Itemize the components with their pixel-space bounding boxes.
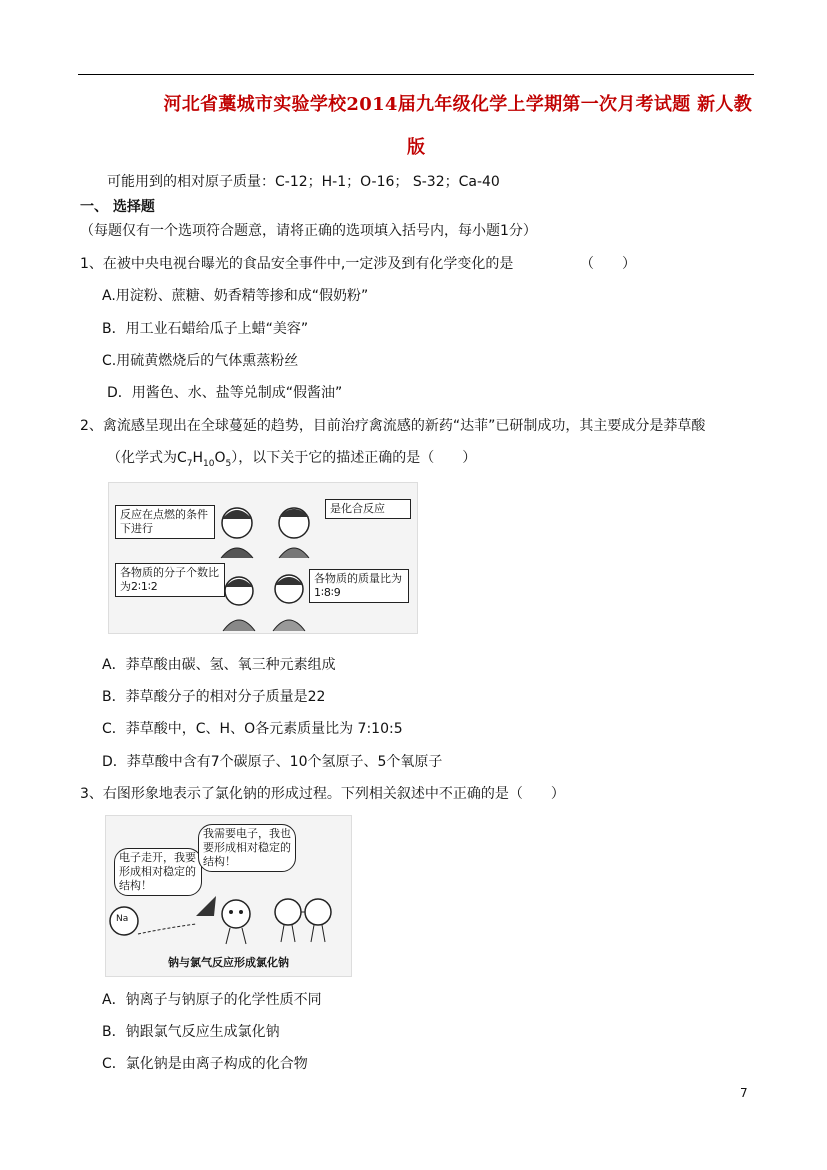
formula-h: H	[192, 450, 204, 466]
question-3-stem: 3、右图形象地表示了氯化钠的形成过程。下列相关叙述中不正确的是（ ）	[80, 786, 565, 802]
thought-bubble-sodium: 电子走开，我要形成相对稳定的结构！	[114, 848, 202, 896]
question-2-stem-line2	[107, 447, 476, 469]
question-2-stem: 2、禽流感呈现出在全球蔓延的趋势，目前治疗禽流感的新药“达菲”已研制成功，其主要成分是莽草酸	[80, 418, 706, 434]
question-1-option-a: A.用淀粉、蔗糖、奶香精等掺和成“假奶粉”	[102, 288, 369, 304]
question-2-option-a: A．莽草酸由碳、氢、氧三种元素组成	[102, 657, 336, 673]
question-3-option-a: A．钠离子与钠原子的化学性质不同	[102, 992, 322, 1008]
question-3-option-b: B．钠跟氯气反应生成氯化钠	[102, 1024, 280, 1040]
atomic-masses: 可能用到的相对原子质量：C-12；H-1；O-16； S-32；Ca-40	[107, 174, 500, 190]
sodium-label: Na	[116, 914, 129, 924]
formula-prefix: （化学式为	[107, 450, 177, 466]
question-2-option-d: D．莽草酸中含有7个碳原子、10个氢原子、5个氧原子	[102, 754, 443, 770]
formula-c: C	[177, 450, 187, 466]
question-2-option-b: B．莽草酸分子的相对分子质量是22	[102, 689, 326, 705]
formula-c-count: 7	[186, 458, 193, 469]
question-1-option-b: B．用工业石蜡给瓜子上蜡“美容”	[102, 321, 309, 337]
question-1-stem: 1、在被中央电视台曝光的食品安全事件中,一定涉及到有化学变化的是	[80, 256, 514, 272]
question-1-answer-blank[interactable]: （ ）	[580, 256, 636, 272]
question-3-figure	[105, 815, 352, 977]
speech-bubble-1: 反应在点燃的条件下进行	[115, 505, 215, 539]
thought-bubble-chlorine: 我需要电子，我也要形成相对稳定的结构！	[198, 824, 296, 872]
speech-bubble-3: 各物质的分子个数比为2∶1∶2	[115, 563, 225, 597]
formula-suffix: ），以下关于它的描述正确的是（ ）	[231, 450, 477, 466]
question-1-option-c: C.用硫黄燃烧后的气体熏蒸粉丝	[102, 353, 299, 369]
section-heading: 一、 选择题	[80, 199, 155, 215]
question-3-option-c: C．氯化钠是由离子构成的化合物	[102, 1056, 308, 1072]
speech-bubble-2: 是化合反应	[325, 499, 411, 519]
formula-o-count: 5	[225, 458, 232, 469]
document-title-line1: 河北省藁城市实验学校2014届九年级化学上学期第一次月考试题 新人教	[163, 94, 752, 115]
figure-caption: 钠与氯气反应形成氯化钠	[168, 956, 289, 969]
question-2-figure	[108, 482, 418, 634]
question-1-option-d: D．用酱色、水、盐等兑制成“假酱油”	[107, 385, 343, 401]
formula-h-count: 10	[203, 458, 215, 469]
header-rule	[78, 74, 754, 75]
question-2-option-c: C．莽草酸中，C、H、O各元素质量比为 7:10:5	[102, 721, 403, 737]
section-instruction: （每题仅有一个选项符合题意，请将正确的选项填入括号内，每小题1分）	[80, 223, 537, 239]
page-number: 7	[740, 1086, 748, 1100]
formula-o: O	[214, 450, 226, 466]
document-title-line2: 版	[407, 137, 425, 158]
speech-bubble-4: 各物质的质量比为1∶8∶9	[309, 569, 409, 603]
